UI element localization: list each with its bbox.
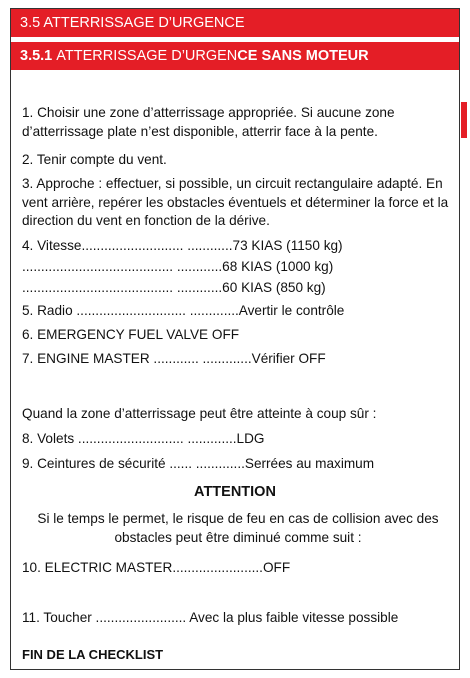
attention-text: Si le temps le permet, le risque de feu en cas de collision avec des obstacles peut être diminué comme suit : <box>37 511 439 545</box>
subsection-number: 3.5.1 <box>20 48 53 64</box>
margin-marker <box>461 102 467 138</box>
step-4-speed-1000: ........................................ ............68 KIAS (1000 kg) <box>22 259 334 274</box>
section-title: 3.5 ATTERRISSAGE D’URGENCE <box>20 15 245 31</box>
sure-landing-intro: Quand la zone d’atterrissage peut être atteinte à coup sûr : <box>22 406 377 421</box>
step-8: 8. Volets ............................ .............LDG <box>22 431 265 446</box>
step-9: 9. Ceintures de sécurité ...... .............Serrées au maximum <box>22 456 375 471</box>
subsection-title: ATTERRISSAGE D’URGEN <box>56 48 238 64</box>
step-4-speed-850: ........................................ ............60 KIAS (850 kg) <box>22 280 326 295</box>
subsection-title-bar <box>11 42 459 70</box>
step-2: 2. Tenir compte du vent. <box>22 152 167 167</box>
step-10: 10. ELECTRIC MASTER........................OFF <box>22 560 291 575</box>
step-6: 6. EMERGENCY FUEL VALVE OFF <box>22 327 240 342</box>
step-4-speed-1150: 4. Vitesse........................... ............73 KIAS (1150 kg) <box>22 238 343 253</box>
step-7: 7. ENGINE MASTER ............ .............Vérifier OFF <box>22 351 326 366</box>
section-title-bar <box>11 9 459 37</box>
end-of-checklist: FIN DE LA CHECKLIST <box>22 647 164 662</box>
step-1: 1. Choisir une zone d’atterrissage appropriée. Si aucune zone d’atterrissage plate n’est disponible, atterrir face à la pente. <box>22 105 395 139</box>
step-5: 5. Radio ............................. .............Avertir le contrôle <box>22 303 345 318</box>
attention-heading: ATTENTION <box>194 484 276 500</box>
subsection-title-bold: CE SANS MOTEUR <box>237 48 369 64</box>
step-11: 11. Toucher ........................ Avec la plus faible vitesse possible <box>22 610 399 625</box>
step-3: 3. Approche : effectuer, si possible, un circuit rectangulaire adapté. En vent arrière, repérer les obstacles éventuels et déterminer la force et la direction du vent en fonction de la dérive. <box>22 176 449 228</box>
